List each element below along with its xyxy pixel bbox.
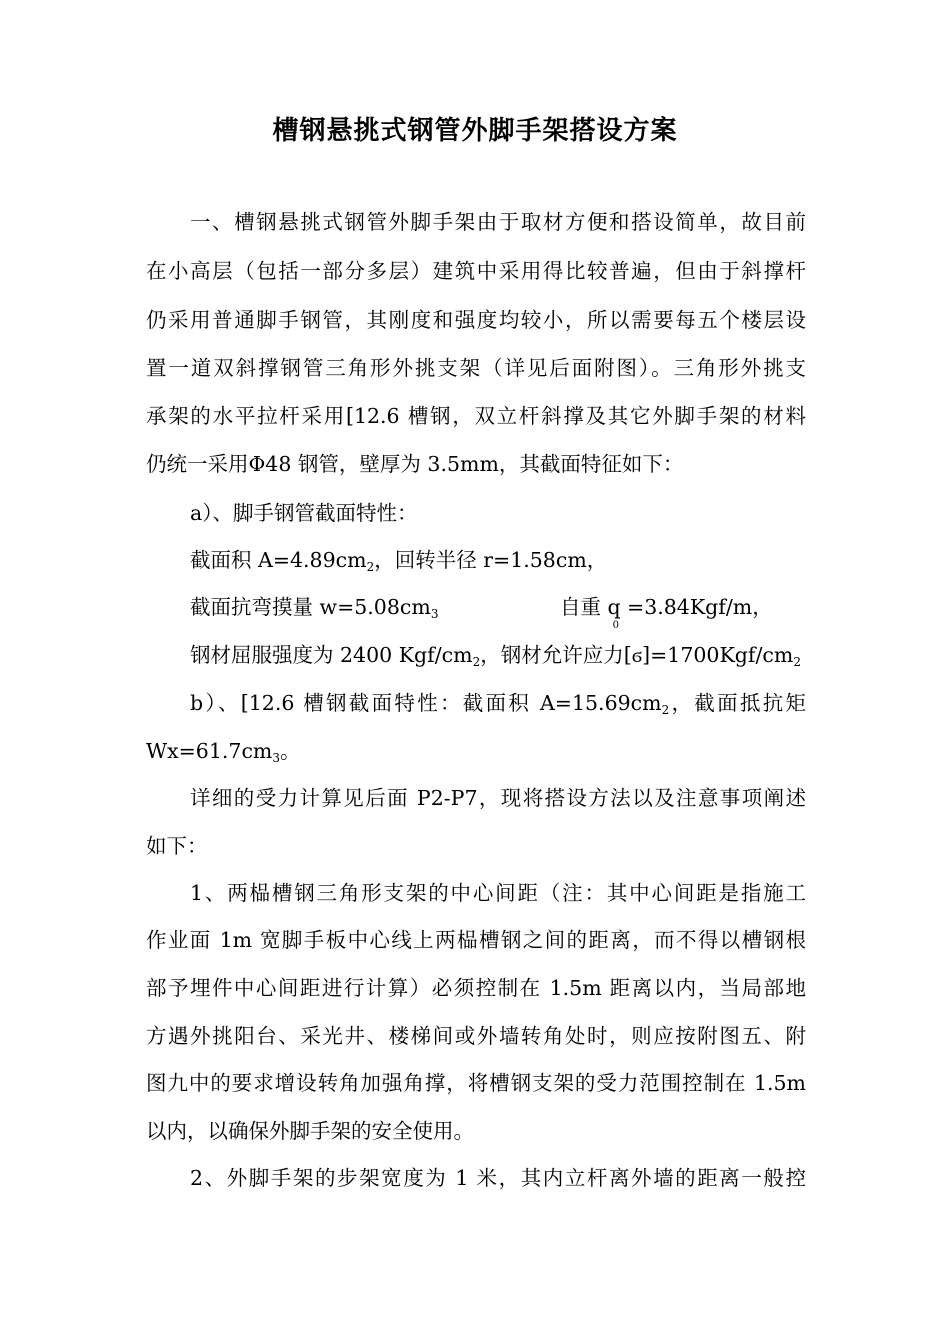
- wx-end: 。: [280, 739, 301, 763]
- paragraph-line: 图九中的要求增设转角加强角撑，将槽钢支架的受力范围控制在 1.5m: [146, 1071, 806, 1095]
- yield-sub: 2: [472, 655, 481, 669]
- paragraph-line: 在小高层（包括一部分多层）建筑中采用得比较普遍，但由于斜撑杆: [146, 259, 806, 283]
- paragraph-line: 方遇外挑阳台、采光井、楼梯间或外墙转角处时，则应按附图五、附: [146, 1024, 806, 1048]
- allow-sub: 2: [793, 655, 801, 669]
- modulus-line: [190, 590, 438, 624]
- allow-text: ，钢材允许应力[ϭ]=1700Kgf/cm: [480, 643, 794, 667]
- paragraph-line: a）、脚手钢管截面特性：: [190, 501, 418, 525]
- paragraph-line: 部予埋件中心间距进行计算）必须控制在 1.5m 距离以内，当局部地: [146, 976, 806, 1000]
- radius-text: ，回转半径 r=1.58cm，: [374, 548, 608, 572]
- wx-line: [146, 734, 301, 768]
- weight-text: 自重 q: [560, 595, 621, 619]
- strength-line: [190, 638, 801, 672]
- paragraph-line: 详细的受力计算见后面 P2-P7，现将搭设方法以及注意事项阐述: [190, 786, 806, 810]
- area-sub: 2: [366, 560, 375, 574]
- paragraph-line: 承架的水平拉杆采用[12.6 槽钢，双立杆斜撑及其它外脚手架的材料: [146, 404, 806, 428]
- wx-sub: 3: [272, 751, 281, 765]
- paragraph-line: 2、外脚手架的步架宽度为 1 米，其内立杆离外墙的距离一般控: [190, 1166, 806, 1190]
- modulus-sub: 3: [430, 607, 439, 621]
- channel-text2: ，截面抵抗矩: [669, 691, 806, 715]
- modulus-text: 截面抗弯摸量 w=5.08cm: [190, 595, 431, 619]
- channel-text: b）、[12.6 槽钢截面特性：截面积 A=15.69cm: [190, 691, 662, 715]
- channel-sub: 2: [661, 703, 670, 717]
- paragraph-line: 仍采用普通脚手钢管，其刚度和强度均较小，所以需要每五个楼层设: [146, 308, 806, 332]
- weight-value: =3.84Kgf/m，: [627, 595, 773, 619]
- paragraph-line: 作业面 1m 宽脚手板中心线上两榀槽钢之间的距离，而不得以槽钢根: [146, 928, 806, 952]
- document-title: 槽钢悬挑式钢管外脚手架搭设方案: [272, 116, 678, 146]
- area-line: [190, 543, 607, 577]
- paragraph-line: 一、槽钢悬挑式钢管外脚手架由于取材方便和搭设简单，故目前: [190, 210, 806, 234]
- weight-line: [560, 590, 773, 631]
- yield-text: 钢材屈服强度为 2400 Kgf/cm: [190, 643, 473, 667]
- wx-text: Wx=61.7cm: [146, 739, 273, 763]
- paragraph-line: 置一道双斜撑钢管三角形外挑支架（详见后面附图）。三角形外挑支: [146, 356, 806, 380]
- paragraph-line: 仍统一采用Φ48 钢管，壁厚为 3.5mm，其截面特征如下：: [146, 452, 684, 476]
- area-text: 截面积 A=4.89cm: [190, 548, 367, 572]
- paragraph-line: 以内，以确保外脚手架的安全使用。: [146, 1119, 474, 1143]
- weight-sub: 0: [612, 620, 620, 631]
- paragraph-line: 1、两榀槽钢三角形支架的中心间距（注：其中心间距是指施工: [190, 881, 806, 905]
- channel-line: [190, 686, 806, 720]
- paragraph-line: 如下：: [146, 834, 208, 858]
